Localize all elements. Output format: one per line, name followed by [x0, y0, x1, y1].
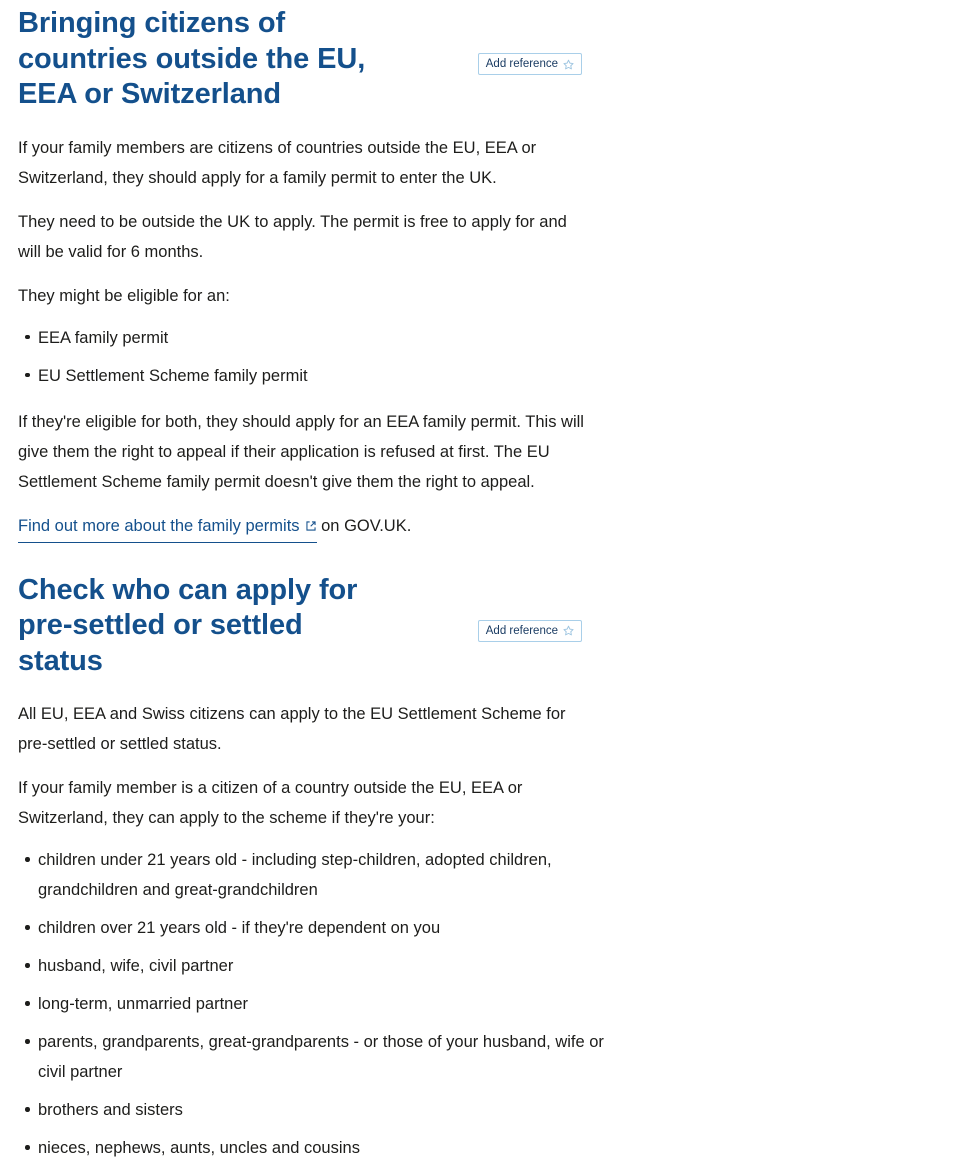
section-2-body	[0, 699, 600, 833]
bullet-icon	[25, 1145, 30, 1150]
spacer	[0, 391, 600, 407]
list-item-label: husband, wife, civil partner	[38, 957, 234, 975]
eligibility-list	[0, 323, 600, 391]
bullet-icon	[25, 1039, 30, 1044]
list-item-label: long-term, unmarried partner	[38, 995, 249, 1013]
paragraph: They need to be outside the UK to apply. The permit is free to apply for and will be valid for 6 months.	[18, 212, 567, 261]
spacer	[0, 497, 600, 511]
family-permits-link[interactable]	[18, 511, 317, 543]
spacer	[0, 113, 600, 133]
paragraph: If your family member is a citizen of a country outside the EU, EEA or Switzerland, they can apply to the scheme if they're your:	[18, 779, 523, 827]
bullet-icon	[25, 1107, 30, 1112]
bullet-icon	[25, 335, 30, 340]
star-outline-icon	[563, 625, 574, 636]
spacer	[0, 311, 600, 323]
list-item-label: EEA family permit	[38, 328, 169, 347]
spacer	[0, 679, 600, 699]
spacer	[18, 193, 600, 207]
list-item	[0, 1095, 608, 1125]
paragraph: All EU, EEA and Swiss citizens can apply to the EU Settlement Scheme for pre-settled or settled status.	[18, 705, 566, 753]
section-2-header	[0, 573, 600, 680]
add-reference-label-1: Add reference	[485, 58, 558, 70]
family-member-list	[0, 845, 604, 1163]
star-outline-icon	[563, 59, 574, 70]
page-title: Bringing citizens of countries outside the EU, EEA or Switzerland	[18, 7, 366, 110]
add-reference-button-2[interactable]	[478, 620, 582, 642]
paragraph: They might be eligible for an:	[18, 286, 230, 305]
list-item	[0, 361, 600, 391]
link-suffix-text: on GOV.UK.	[316, 516, 412, 535]
list-item-label: brothers and sisters	[38, 1101, 183, 1119]
bullet-icon	[25, 1001, 30, 1006]
list-item	[0, 845, 608, 905]
list-item-label: nieces, nephews, aunts, uncles and cousins	[38, 1139, 360, 1157]
list-item-label: EU Settlement Scheme family permit	[38, 366, 308, 385]
paragraph: If your family members are citizens of countries outside the EU, EEA or Switzerland, they should apply for a family permit to enter the UK.	[18, 138, 537, 187]
external-link-icon	[305, 520, 317, 532]
list-item	[0, 1027, 608, 1087]
bullet-icon	[25, 373, 30, 378]
family-permits-link-label: Find out more about the family permits	[18, 516, 300, 535]
paragraph: If they're eligible for both, they should apply for an EEA family permit. This will give them the right to appeal if their application is refused at first. The EU Settlement Scheme family permit doesn't give them the right to appeal.	[18, 412, 584, 491]
list-item-label: children under 21 years old - including step-children, adopted children, grandchildren and great-grandchildren	[38, 851, 552, 899]
list-item	[0, 913, 608, 943]
add-reference-button-1[interactable]	[478, 53, 582, 75]
spacer	[0, 833, 600, 845]
list-item-label: parents, grandparents, great-grandparents - or those of your husband, wife or civil partner	[38, 1033, 604, 1081]
section-1-body	[0, 133, 600, 311]
spacer	[18, 759, 600, 773]
external-link-line	[0, 511, 600, 543]
list-item	[0, 951, 608, 981]
section-1-header	[0, 6, 600, 113]
spacer	[18, 267, 600, 281]
list-item	[0, 323, 600, 353]
list-item	[0, 1133, 608, 1163]
spacer	[0, 543, 600, 573]
bullet-icon	[25, 857, 30, 862]
list-item	[0, 989, 608, 1019]
bullet-icon	[25, 963, 30, 968]
section-2-title: Check who can apply for pre-settled or settled status	[18, 573, 358, 677]
bullet-icon	[25, 925, 30, 930]
list-item-label: children over 21 years old - if they're dependent on you	[38, 919, 441, 937]
add-reference-label-2: Add reference	[485, 624, 558, 637]
section-1-body-after-list	[0, 407, 600, 497]
